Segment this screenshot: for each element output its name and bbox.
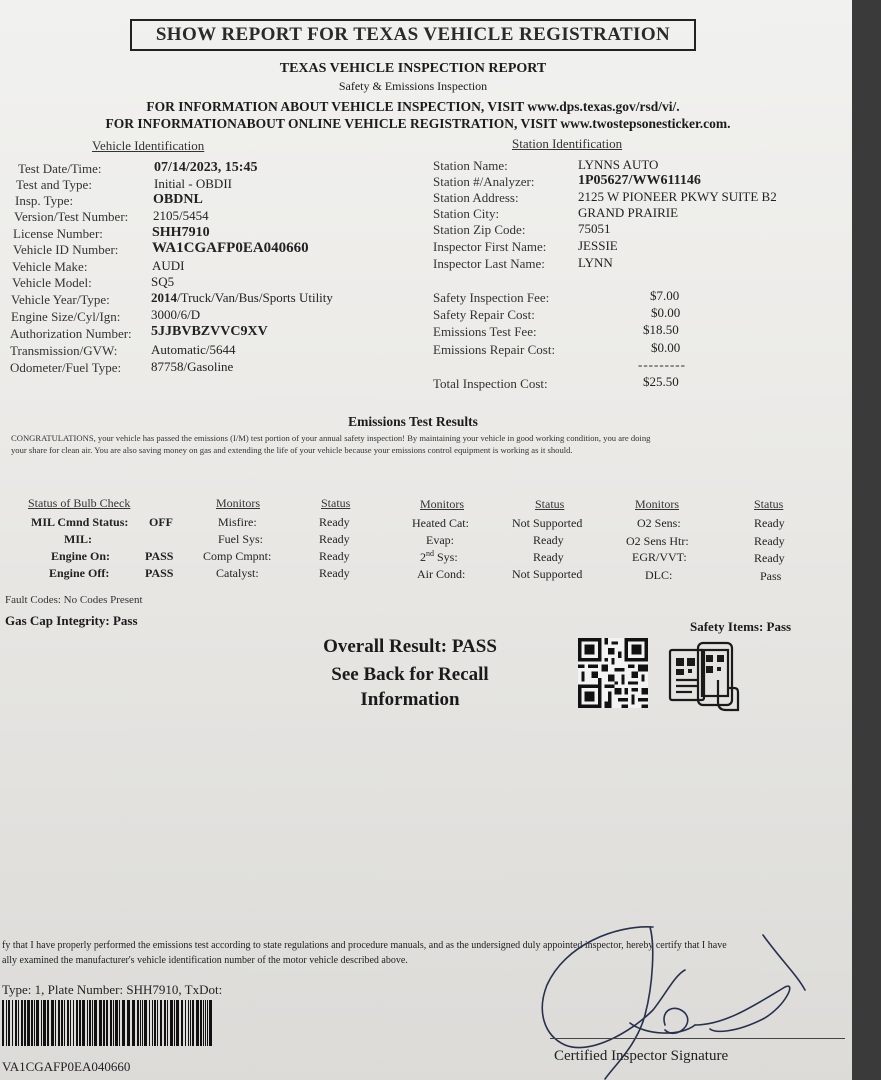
fee-label: Safety Repair Cost:	[433, 307, 535, 322]
monitor-name: O2 Sens:	[637, 516, 681, 530]
odometer-value: 87758/Gasoline	[151, 359, 234, 374]
year-value: 2014	[151, 290, 177, 305]
total-cost-value: $25.50	[643, 374, 679, 389]
field-label: Insp. Type:	[15, 193, 74, 208]
barcode-bar	[157, 1000, 158, 1046]
barcode-bar	[58, 1000, 60, 1046]
monitor-name	[420, 549, 458, 565]
fee-value: $18.50	[643, 322, 679, 337]
vehicle-id-heading: Vehicle Identification	[92, 138, 205, 153]
barcode-bar	[15, 1000, 17, 1046]
inspector-first-value: JESSIE	[578, 238, 618, 253]
recall-notice-line2: Information	[360, 689, 460, 710]
barcode-bar	[67, 1000, 69, 1046]
barcode-bar	[176, 1000, 179, 1046]
emissions-heading: Emissions Test Results	[348, 414, 478, 429]
barcode-bar	[94, 1000, 97, 1046]
field-label: Inspector Last Name:	[433, 256, 545, 271]
field-label: Vehicle ID Number:	[13, 242, 119, 257]
overall-result: Overall Result: PASS	[323, 636, 497, 657]
field-label: Station Name:	[433, 158, 508, 173]
congrats-text-line1: CONGRATULATIONS, your vehicle has passed the emissions (I/M) test portion of your annual safety inspection! By maintaining your vehicle in good working condition, you are doing	[11, 433, 651, 443]
barcode-bar	[115, 1000, 118, 1046]
barcode-bar	[8, 1000, 10, 1046]
station-analyzer-value: 1P05627/WW611146	[578, 173, 701, 188]
monitor-status: Ready	[754, 534, 785, 548]
report-banner	[130, 19, 696, 51]
barcode-bar	[34, 1000, 35, 1046]
signature-label: Certified Inspector Signature	[554, 1048, 729, 1064]
barcode-bar	[103, 1000, 105, 1046]
barcode-bar	[188, 1000, 189, 1046]
barcode-bar	[73, 1000, 74, 1046]
bulb-row-label: Engine Off:	[49, 566, 110, 580]
bulb-check-header: Status of Bulb Check	[28, 496, 131, 510]
monitor-name: Catalyst:	[216, 566, 259, 580]
barcode-bar	[89, 1000, 91, 1046]
monitor-name: O2 Sens Htr:	[626, 534, 689, 548]
bulb-row-label: Engine On:	[51, 549, 111, 563]
barcode-bar	[205, 1000, 206, 1046]
barcode-bar	[61, 1000, 63, 1046]
monitor-name: Fuel Sys:	[218, 532, 264, 546]
field-label: Engine Size/Cyl/Ign:	[11, 309, 121, 324]
monitors-header: Monitors	[420, 497, 465, 511]
total-cost-label: Total Inspection Cost:	[433, 376, 548, 391]
monitor-status: Not Supported	[512, 516, 583, 530]
barcode-bar	[6, 1000, 7, 1046]
qr-code-icon	[578, 638, 648, 708]
monitor-status: Ready	[533, 533, 564, 547]
gas-cap-result: Gas Cap Integrity: Pass	[5, 613, 138, 628]
monitor-name: EGR/VVT:	[632, 550, 687, 564]
barcode-bar	[200, 1000, 202, 1046]
barcode-bar	[119, 1000, 120, 1046]
barcode-bar	[181, 1000, 183, 1046]
fee-label: Emissions Test Fee:	[433, 324, 537, 339]
phone-scan-icon	[666, 640, 744, 712]
report-title: TEXAS VEHICLE INSPECTION REPORT	[279, 61, 547, 76]
field-label: Vehicle Make:	[12, 259, 88, 274]
certification-line2: ally examined the manufacturer's vehicle identification number of the motor vehicle described above.	[2, 955, 408, 966]
barcode-bar	[51, 1000, 54, 1046]
barcode-bar	[154, 1000, 156, 1046]
field-label: Test Date/Time:	[18, 161, 102, 176]
barcode-bar	[149, 1000, 150, 1046]
fee-value: $0.00	[651, 305, 681, 320]
field-label: Station Address:	[433, 190, 519, 205]
barcode-bar	[79, 1000, 81, 1046]
barcode-bar	[113, 1000, 114, 1046]
fee-separator: ---------	[638, 357, 686, 372]
barcode-bar	[99, 1000, 102, 1046]
barcode-bar	[55, 1000, 56, 1046]
info-line-registration: FOR INFORMATIONABOUT ONLINE VEHICLE REGISTRATION, VISIT www.twostepsonesticker.com.	[105, 116, 731, 131]
barcode-bar	[207, 1000, 208, 1046]
barcode-bar	[43, 1000, 46, 1046]
barcode-bar	[92, 1000, 93, 1046]
monitor-status: Ready	[319, 532, 350, 546]
barcode-bar	[122, 1000, 125, 1046]
monitor-status: Ready	[754, 516, 785, 530]
station-zip-value: 75051	[578, 221, 611, 236]
barcode-bar	[140, 1000, 141, 1046]
status-header: Status	[321, 496, 351, 510]
barcode-bar	[12, 1000, 13, 1046]
bulb-row-value: OFF	[149, 515, 173, 529]
fault-codes-text: Fault Codes: No Codes Present	[5, 594, 143, 606]
monitors-header: Monitors	[216, 496, 261, 510]
monitor-status: Ready	[319, 515, 350, 529]
monitor-name: Air Cond:	[417, 567, 466, 581]
barcode-bar	[76, 1000, 78, 1046]
barcode-bar	[152, 1000, 153, 1046]
make-value: AUDI	[152, 258, 185, 273]
barcode-bar	[170, 1000, 173, 1046]
status-header: Status	[535, 497, 565, 511]
safety-items-result: Safety Items: Pass	[690, 619, 792, 634]
station-address-value: 2125 W PIONEER PKWY SUITE B2	[578, 189, 777, 204]
barcode-bar	[24, 1000, 26, 1046]
version-test-value: 2105/5454	[153, 208, 209, 223]
bulb-row-value: PASS	[145, 566, 174, 580]
barcode-bar	[110, 1000, 112, 1046]
barcode-bar	[167, 1000, 168, 1046]
test-date-value: 07/14/2023, 15:45	[154, 160, 258, 175]
station-name-value: LYNNS AUTO	[578, 157, 659, 172]
barcode-bar	[31, 1000, 33, 1046]
barcode-bar	[190, 1000, 191, 1046]
station-city-value: GRAND PRAIRIE	[578, 205, 679, 220]
field-label: Authorization Number:	[10, 326, 132, 341]
monitor-name-rest: Sys:	[434, 550, 458, 564]
monitor-name-number: 2	[420, 550, 426, 564]
barcode-bar	[192, 1000, 194, 1046]
fee-value: $7.00	[650, 288, 680, 303]
field-label: Test and Type:	[16, 177, 92, 192]
barcode-bar	[185, 1000, 186, 1046]
report-subtitle: Safety & Emissions Inspection	[338, 79, 488, 93]
barcode-bar	[127, 1000, 130, 1046]
barcode-bar	[18, 1000, 19, 1046]
field-label: Transmission/GVW:	[10, 343, 118, 358]
barcode-bar	[70, 1000, 71, 1046]
test-type-value: Initial - OBDII	[154, 176, 232, 191]
monitor-status: Pass	[760, 569, 782, 583]
certification-line1: fy that I have properly performed the emissions test according to state regulations and procedure manuals, and as the undersigned duly appointed inspector, hereby certify that I have	[2, 940, 727, 951]
barcode-bar	[196, 1000, 199, 1046]
barcode-bar	[160, 1000, 162, 1046]
monitor-name: Heated Cat:	[412, 516, 469, 530]
plate-number-line: Type: 1, Plate Number: SHH7910, TxDot:	[2, 982, 223, 997]
barcode-bar	[2, 1000, 4, 1046]
monitors-header: Monitors	[635, 497, 680, 511]
year-type-value	[151, 290, 333, 306]
barcode-bar	[41, 1000, 42, 1046]
barcode-bar	[36, 1000, 39, 1046]
inspector-last-value: LYNN	[578, 255, 613, 270]
engine-value: 3000/6/D	[151, 307, 201, 322]
bulb-row-label: MIL Cmnd Status:	[31, 515, 129, 529]
banner-text: SHOW REPORT FOR TEXAS VEHICLE REGISTRATION	[155, 24, 671, 45]
bulb-row-value: PASS	[145, 549, 174, 563]
monitor-name-suffix: nd	[426, 549, 434, 558]
monitor-name: Misfire:	[218, 515, 257, 529]
model-value: SQ5	[151, 274, 175, 289]
field-label: Station Zip Code:	[433, 222, 526, 237]
field-label: Version/Test Number:	[14, 209, 129, 224]
barcode-bar	[47, 1000, 49, 1046]
monitor-status: Ready	[754, 551, 785, 565]
barcode-bar	[144, 1000, 147, 1046]
monitor-status: Ready	[533, 550, 564, 564]
insp-type-value: OBDNL	[153, 192, 203, 207]
barcode-bar	[164, 1000, 166, 1046]
monitor-name: DLC:	[645, 568, 673, 582]
field-label: License Number:	[13, 226, 103, 241]
barcode-bar	[87, 1000, 88, 1046]
monitor-status: Not Supported	[512, 567, 583, 581]
recall-notice-line1: See Back for Recall	[331, 664, 489, 685]
barcode-bar	[82, 1000, 85, 1046]
fee-label: Emissions Repair Cost:	[433, 342, 556, 357]
barcode-bar	[27, 1000, 30, 1046]
station-id-heading: Station Identification	[512, 136, 623, 151]
field-label: Station City:	[433, 206, 500, 221]
monitor-name: Evap:	[426, 533, 454, 547]
monitor-status: Ready	[319, 549, 350, 563]
barcode-bar	[106, 1000, 108, 1046]
barcode-bar	[137, 1000, 139, 1046]
barcode-bar	[64, 1000, 65, 1046]
barcode-bar	[132, 1000, 135, 1046]
field-label: Vehicle Model:	[12, 275, 92, 290]
barcode-bar	[174, 1000, 175, 1046]
barcode-bar	[142, 1000, 143, 1046]
field-label: Odometer/Fuel Type:	[10, 360, 122, 375]
vin-value: WA1CGAFP0EA040660	[152, 240, 309, 256]
bulb-row-label: MIL:	[64, 532, 92, 546]
status-header: Status	[754, 497, 784, 511]
monitor-status: Ready	[319, 566, 350, 580]
fee-label: Safety Inspection Fee:	[433, 290, 550, 305]
fee-value: $0.00	[651, 340, 681, 355]
info-line-inspection: FOR INFORMATION ABOUT VEHICLE INSPECTION, VISIT www.dps.texas.gov/rsd/vi/.	[146, 99, 680, 114]
field-label: Station #/Analyzer:	[433, 174, 535, 189]
monitor-name: Comp Cmpnt:	[203, 549, 272, 563]
field-label: Inspector First Name:	[433, 239, 547, 254]
field-label: Vehicle Year/Type:	[11, 292, 110, 307]
barcode-bar	[21, 1000, 23, 1046]
vehicle-type-value: /Truck/Van/Bus/Sports Utility	[177, 290, 333, 305]
transmission-value: Automatic/5644	[151, 342, 236, 357]
vin-barcode	[2, 1000, 256, 1046]
congrats-text-line2: your share for clean air. You are also saving money on gas and extending the life of your vehicle because your emissions control equipment is working as it should.	[11, 445, 573, 455]
barcode-bar	[203, 1000, 204, 1046]
barcode-vin-text: VA1CGAFP0EA040660	[2, 1059, 131, 1074]
authorization-value: 5JJBVBZVVC9XV	[151, 324, 268, 339]
signature-line	[550, 1038, 845, 1039]
barcode-bar	[209, 1000, 212, 1046]
license-value: SHH7910	[152, 225, 210, 240]
